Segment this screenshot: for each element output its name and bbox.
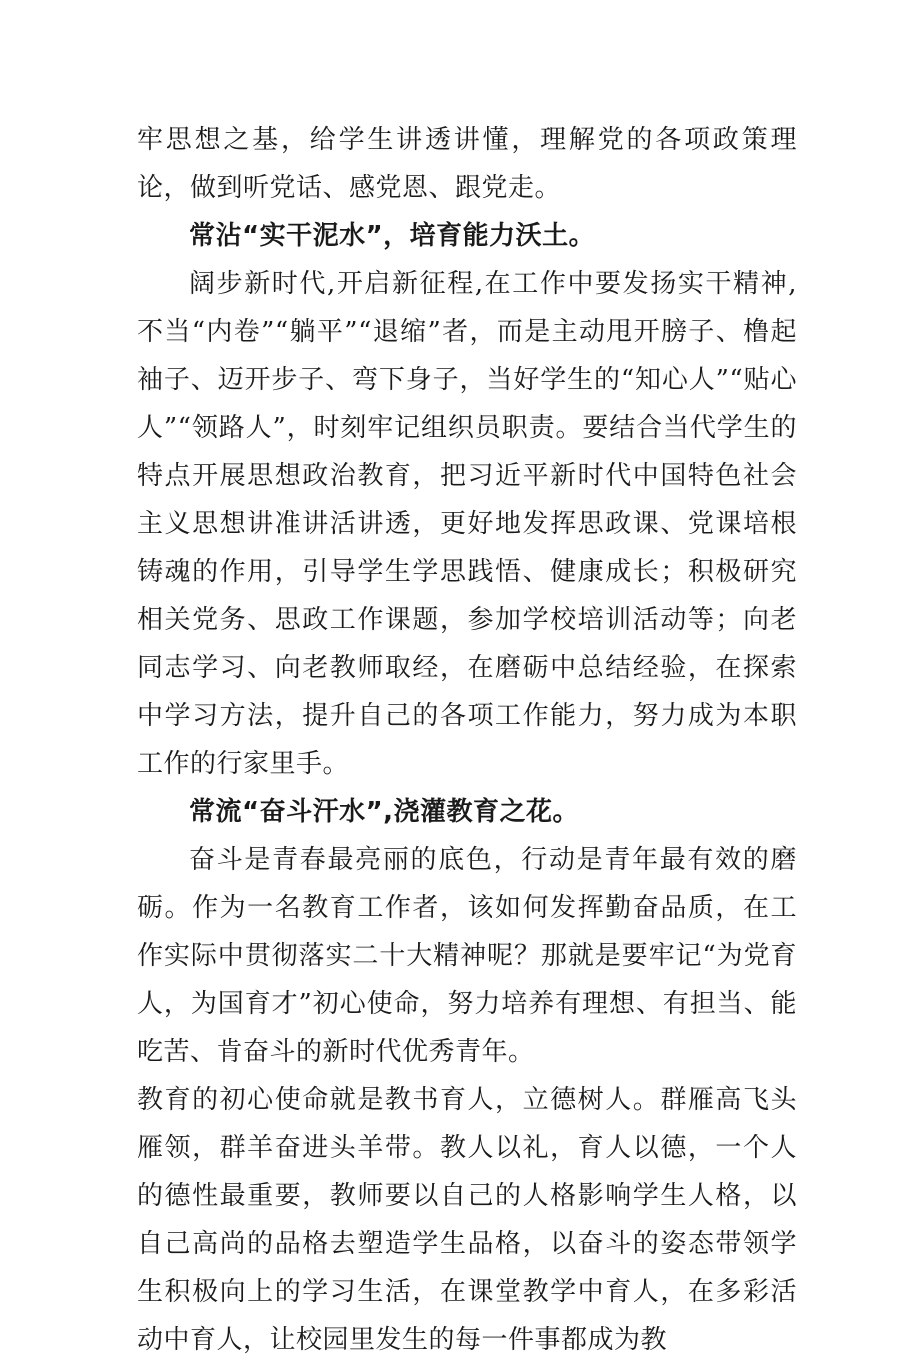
paragraph-continuation: 牢思想之基，给学生讲透讲懂，理解党的各项政策理论，做到听党话、感党恩、跟党走。 xyxy=(137,125,797,203)
paragraph-practical-work: 阔步新时代,开启新征程,在工作中要发扬实干精神,不当“内卷”“躺平”“退缩”者，而是主动甩开膀子、橹起袖子、迈开步子、弯下身子，当好学生的“知心人”“贴心人”“领路人”，时刻牢记组织员职责。要结合当代学生的特点开展思想政治教育，把习近平新时代中国特色社会主义思想讲准讲活讲透，更好地发挥思政课、党课培根铸魂的作用，引导学生学思践悟、健康成长；积极研究相关党务、思政工作课题，参加学校培训活动等；向老同志学习、向老教师取经，在磨砺中总结经验，在探索中学习方法，提升自己的各项工作能力，努力成为本职工作的行家里手。 xyxy=(137,269,797,779)
document-body xyxy=(137,116,797,1364)
section-heading-practical-work: 常沾“实干泥水”，培育能力沃土。 xyxy=(189,221,596,251)
paragraph-striving: 奋斗是青春最亮丽的底色，行动是青年最有效的磨砺。作为一名教育工作者，该如何发挥勤奋品质，在工作实际中贯彻落实二十大精神呢？那就是要牢记“为党育人，为国育才”初心使命，努力培养有理想、有担当、能吃苦、肯奋斗的新时代优秀青年。 xyxy=(137,845,797,1067)
paragraph-education-mission: 教育的初心使命就是教书育人，立德树人。群雁高飞头雁领，群羊奋进头羊带。教人以礼，育人以德，一个人的德性最重要，教师要以自己的人格影响学生人格，以自己高尚的品格去塑造学生品格，以奋斗的姿态带领学生积极向上的学习生活，在课堂教学中育人，在多彩活动中育人，让校园里发生的每一件事都成为教 xyxy=(137,1085,797,1355)
section-heading-striving: 常流“奋斗汗水”,浇灌教育之花。 xyxy=(189,797,580,827)
